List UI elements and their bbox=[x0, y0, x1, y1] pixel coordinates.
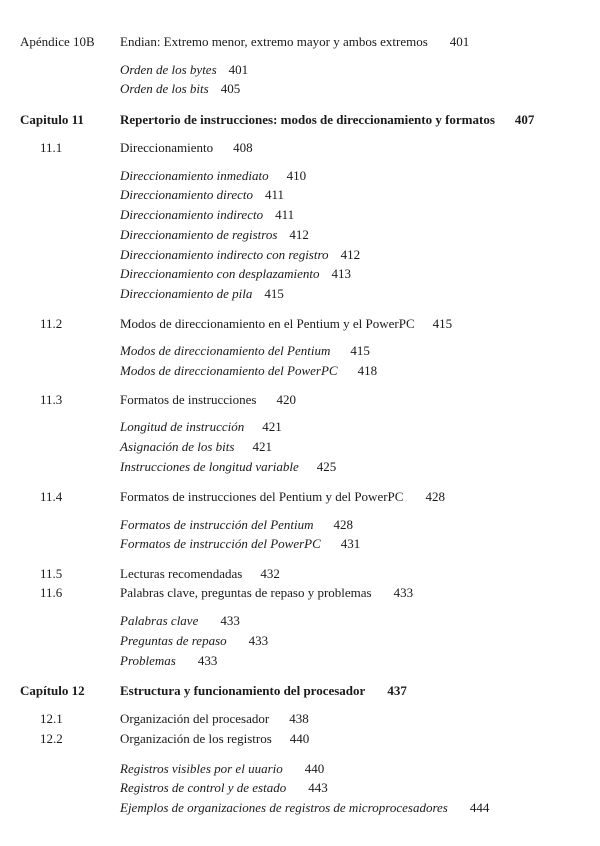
section-title: Lecturas recomendadas 432 bbox=[120, 566, 280, 581]
page-number: 425 bbox=[316, 459, 337, 474]
toc-subentry: Registros visibles por el uuario 440 bbox=[120, 761, 325, 776]
toc-subentry: Ejemplos de organizaciones de registros de microprocesadores 444 bbox=[120, 800, 490, 815]
chapter-title: Repertorio de instrucciones: modos de direccionamiento y formatos 407 bbox=[120, 112, 535, 127]
toc-subentry: Preguntas de repaso 433 bbox=[120, 633, 269, 648]
toc-subentry: Direccionamiento indirecto 411 bbox=[120, 207, 295, 222]
section-title: Modos de direccionamiento en el Pentium y el PowerPC 415 bbox=[120, 316, 453, 331]
page-number: 443 bbox=[308, 780, 328, 795]
page-number: 421 bbox=[262, 419, 282, 434]
section-number: 11.4 bbox=[40, 489, 63, 504]
toc-subentry: Modos de direccionamiento del PowerPC 418 bbox=[120, 363, 378, 378]
toc-subentry: Problemas 433 bbox=[120, 653, 218, 668]
page-number: 428 bbox=[425, 489, 445, 504]
page-number: 444 bbox=[469, 800, 490, 815]
page-number: 440 bbox=[289, 731, 310, 746]
page-number: 401 bbox=[449, 34, 470, 49]
page-number: 428 bbox=[333, 517, 354, 532]
page-number: 433 bbox=[220, 613, 240, 628]
page-number: 401 bbox=[228, 62, 249, 77]
page-number: 431 bbox=[340, 536, 361, 551]
toc-section-11-3 bbox=[0, 391, 600, 409]
page-number: 410 bbox=[286, 168, 307, 183]
section-number: 11.2 bbox=[40, 316, 63, 331]
entry-number: Apéndice 10B bbox=[20, 34, 95, 49]
page-number: 415 bbox=[432, 316, 453, 331]
section-title: Formatos de instrucciones del Pentium y del PowerPC 428 bbox=[120, 489, 445, 504]
page-number: 440 bbox=[304, 761, 325, 776]
toc-subentry: Orden de los bits 405 bbox=[120, 81, 241, 96]
page-number: 433 bbox=[197, 653, 218, 668]
toc-section-11-1 bbox=[0, 139, 600, 157]
toc-subentry: Formatos de instrucción del PowerPC 431 bbox=[120, 536, 361, 551]
page-number: 433 bbox=[248, 633, 269, 648]
page-number: 420 bbox=[276, 392, 296, 407]
section-title: Organización del procesador 438 bbox=[120, 711, 309, 726]
section-title: Palabras clave, preguntas de repaso y problemas 433 bbox=[120, 585, 414, 600]
page-number: 407 bbox=[514, 112, 535, 127]
page-number: 432 bbox=[260, 566, 280, 581]
toc-subentry: Direccionamiento de pila 415 bbox=[120, 286, 284, 301]
page-number: 433 bbox=[393, 585, 414, 600]
toc-entry-appendix-10b bbox=[0, 33, 600, 51]
toc-chapter-12 bbox=[0, 682, 600, 700]
chapter-number: Capítulo 12 bbox=[20, 683, 85, 698]
toc-section-11-5 bbox=[0, 565, 600, 583]
page-number: 437 bbox=[387, 683, 407, 698]
toc-subentry: Palabras clave 433 bbox=[120, 613, 240, 628]
entry-title: Endian: Extremo menor, extremo mayor y ambos extremos 401 bbox=[120, 34, 470, 49]
page-number: 411 bbox=[264, 187, 285, 202]
page-number: 405 bbox=[220, 81, 241, 96]
toc-subentry: Direccionamiento directo 411 bbox=[120, 187, 285, 202]
page-number: 418 bbox=[357, 363, 378, 378]
section-title: Formatos de instrucciones 420 bbox=[120, 392, 296, 407]
chapter-title: Estructura y funcionamiento del procesador 437 bbox=[120, 683, 407, 698]
toc-chapter-11 bbox=[0, 111, 600, 129]
toc-section-11-2 bbox=[0, 315, 600, 333]
toc-subentry: Instrucciones de longitud variable 425 bbox=[120, 459, 337, 474]
toc-section-12-2 bbox=[0, 730, 600, 748]
toc-subentry: Formatos de instrucción del Pentium 428 bbox=[120, 517, 354, 532]
section-title: Direccionamiento 408 bbox=[120, 140, 253, 155]
page-number: 413 bbox=[331, 266, 352, 281]
page-number: 438 bbox=[289, 711, 309, 726]
page-number: 408 bbox=[233, 140, 253, 155]
toc-subentry: Modos de direccionamiento del Pentium 415 bbox=[120, 343, 370, 358]
page-number: 415 bbox=[264, 286, 284, 301]
page-number: 415 bbox=[350, 343, 370, 358]
toc-subentry: Asignación de los bits 421 bbox=[120, 439, 272, 454]
page-number: 421 bbox=[252, 439, 272, 454]
section-number: 11.3 bbox=[40, 392, 63, 407]
section-number: 11.1 bbox=[40, 140, 63, 155]
toc-section-11-4 bbox=[0, 488, 600, 506]
toc-subentry: Longitud de instrucción 421 bbox=[120, 419, 282, 434]
toc-subentry: Direccionamiento con desplazamiento 413 bbox=[120, 266, 352, 281]
toc-subentry: Orden de los bytes 401 bbox=[120, 62, 249, 77]
toc-section-11-6 bbox=[0, 584, 600, 602]
toc-section-12-1 bbox=[0, 710, 600, 728]
section-title: Organización de los registros 440 bbox=[120, 731, 310, 746]
section-number: 11.5 bbox=[40, 566, 63, 581]
toc-subentry: Direccionamiento de registros 412 bbox=[120, 227, 309, 242]
page-number: 412 bbox=[340, 247, 361, 262]
section-number: 12.1 bbox=[40, 711, 63, 726]
toc-subentry: Registros de control y de estado 443 bbox=[120, 780, 328, 795]
section-number: 12.2 bbox=[40, 731, 63, 746]
page-number: 412 bbox=[289, 227, 309, 242]
chapter-number: Capitulo 11 bbox=[20, 112, 84, 127]
page-number: 411 bbox=[275, 207, 295, 222]
section-number: 11.6 bbox=[40, 585, 63, 600]
toc-subentry: Direccionamiento indirecto con registro 412 bbox=[120, 247, 361, 262]
toc-subentry: Direccionamiento inmediato 410 bbox=[120, 168, 307, 183]
